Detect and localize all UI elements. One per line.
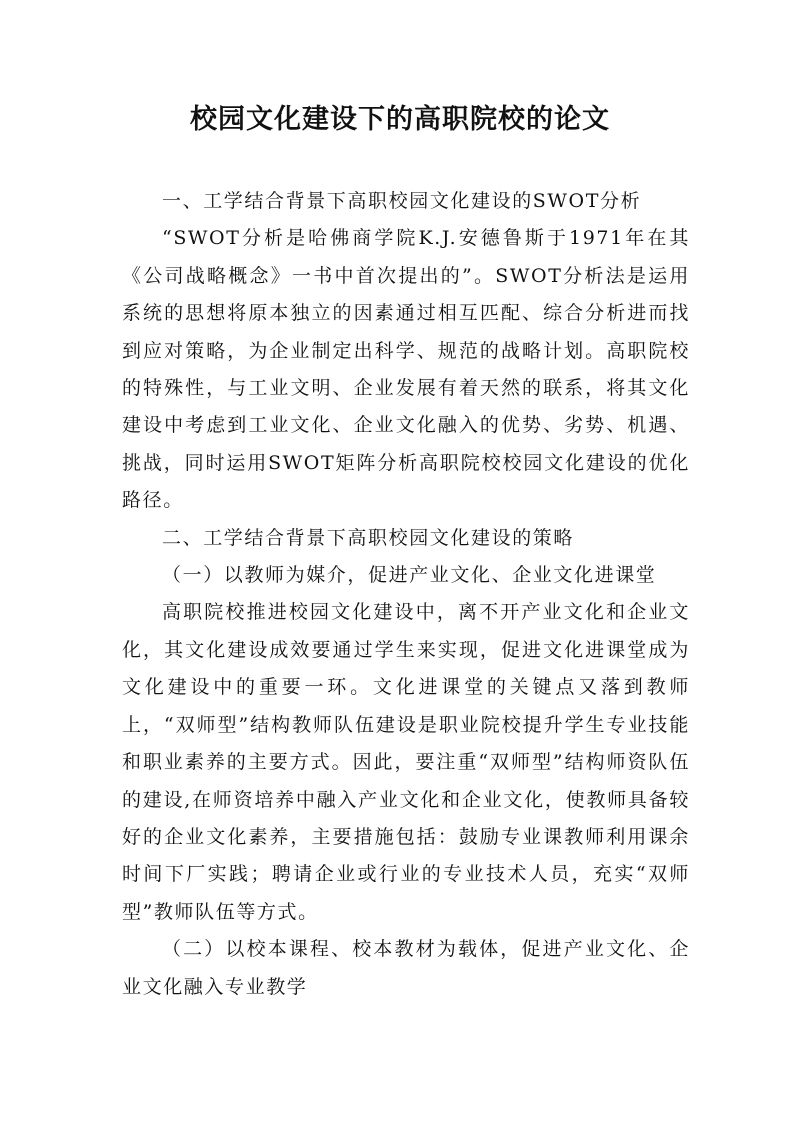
- subheading-curriculum: （二）以校本课程、校本教材为载体，促进产业文化、企业文化融入专业教学: [122, 938, 690, 998]
- section-heading-strategy: 二、工学结合背景下高职校园文化建设的策略: [162, 526, 575, 549]
- document-title: 校园文化建设下的高职院校的论文: [190, 104, 610, 135]
- section-heading-swot: 一、工学结合背景下高职校园文化建设的SWOT分析: [162, 190, 642, 212]
- paragraph-teachers: 高职院校推进校园文化建设中，离不开产业文化和企业文化，其文化建设成效要通过学生来实现，促进文化进课堂成为文化建设中的重要一环。文化进课堂的关键点又落到教师上，“双师型”结构教师队伍建设是职业院校提升学生专业技能和职业素养的主要方式。因此，要注重“双师型”结构师资队伍的建设,在师资培养中融入产业文化和企业文化，使教师具备较好的企业文化素养，主要措施包括：鼓励专业课教师利用课余时间下厂实践；聘请企业或行业的专业技术人员，充实“双师型”教师队伍等方式。: [122, 601, 690, 923]
- paragraph-swot-analysis: “SWOT分析是哈佛商学院K.J.安德鲁斯于1971年在其《公司战略概念》一书中首次提出的”。SWOT分析法是运用系统的思想将原本独立的因素通过相互匹配、综合分析进而找到应对策略，为企业制定出科学、规范的战略计划。高职院校的特殊性，与工业文明、企业发展有着天然的联系，将其文化建设中考虑到工业文化、企业文化融入的优势、劣势、机遇、挑战，同时运用SWOT矩阵分析高职院校校园文化建设的优化路径。: [122, 227, 690, 512]
- document-body: [122, 183, 690, 1006]
- subheading-teachers: （一）以教师为媒介，促进产业文化、企业文化进课堂: [162, 564, 657, 587]
